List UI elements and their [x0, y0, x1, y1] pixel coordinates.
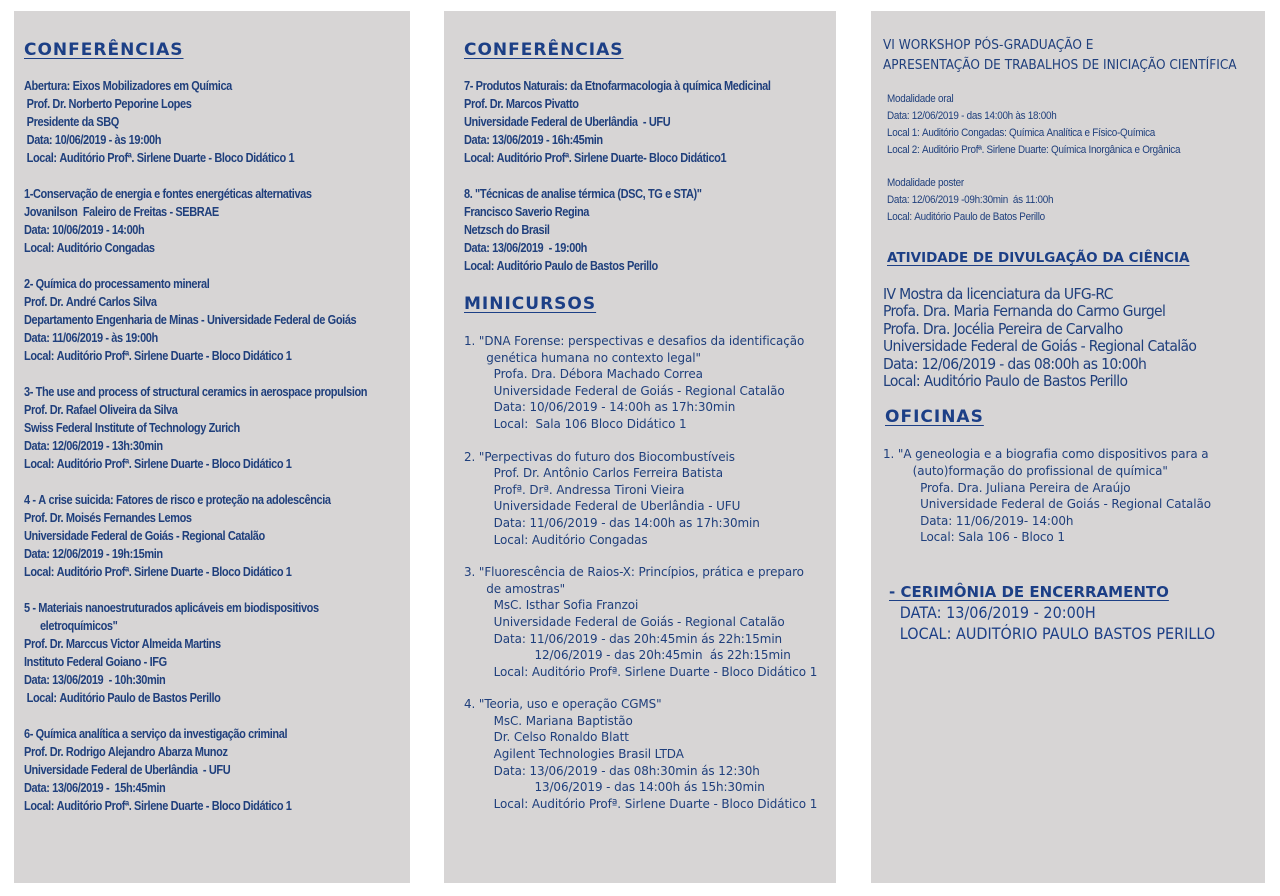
text-line: Data: 13/06/2019 - 16h:45min — [464, 133, 603, 147]
text-line: (auto)formação do profissional de química" — [883, 463, 1168, 479]
text-line: Local: Auditório Paulo de Bastos Perillo — [883, 372, 1128, 391]
panel-left — [14, 11, 410, 883]
encerramento-local: LOCAL: AUDITÓRIO PAULO BASTOS PERILLO — [899, 624, 1216, 643]
text-line: Universidade Federal de Goiás - Regional Catalão — [464, 613, 785, 629]
section-heading-divulgacao: ATIVIDADE DE DIVULGAÇÃO DA CIÊNCIA — [887, 250, 1190, 266]
text-line: Departamento Engenharia de Minas - Universidade Federal de Goiás — [24, 313, 357, 327]
text-line: 5 - Materiais nanoestruturados aplicáveis em biodispositivos — [24, 601, 319, 615]
text-line: 4. "Teoria, uso e operação CGMS" — [464, 696, 662, 712]
text-line: Prof. Dr. Rafael Oliveira da Silva — [24, 403, 178, 417]
text-line: MsC. Isthar Sofia Franzoi — [464, 597, 639, 613]
text-line: Abertura: Eixos Mobilizadores em Química — [24, 79, 232, 93]
workshop-title-line-1: VI WORKSHOP PÓS-GRADUAÇÃO E — [883, 37, 1094, 53]
text-line: 3. "Fluorescência de Raios-X: Princípios, prática e preparo — [464, 564, 804, 580]
text-line: Jovanilson Faleiro de Freitas - SEBRAE — [24, 205, 219, 219]
text-line: Profa. Dra. Jocélia Pereira de Carvalho — [883, 319, 1123, 338]
spacer — [24, 365, 402, 383]
text-line: Data: 11/06/2019 - das 20h:45min ás 22h:15min — [464, 630, 783, 646]
text-line: 2- Química do processamento mineral — [24, 277, 210, 291]
minicursos-list — [464, 333, 828, 812]
text-line: Prof. Dr. Rodrigo Alejandro Abarza Munoz — [24, 745, 228, 759]
text-line: Universidade Federal de Uberlândia - UFU — [464, 115, 671, 129]
text-line: Data: 12/06/2019 - das 08:00h as 10:00h — [883, 354, 1147, 373]
text-line: 1. "A geneologia e a biografia como dispositivos para a — [883, 446, 1209, 462]
spacer — [24, 581, 402, 599]
encerramento-heading: - CERIMÔNIA DE ENCERRAMENTO — [889, 583, 1169, 601]
text-line: Profa. Dra. Juliana Pereira de Araújo — [883, 479, 1131, 495]
text-line: Local: Auditório Paulo de Bastos Perillo — [24, 691, 221, 705]
section-heading-conferencias-2: CONFERÊNCIAS — [464, 40, 624, 60]
text-line: Prof. Dr. Moisés Fernandes Lemos — [24, 511, 192, 525]
text-line: Universidade Federal de Uberlândia - UFU — [464, 498, 741, 514]
text-line: Local: Sala 106 Bloco Didático 1 — [464, 415, 687, 431]
section-heading-oficinas: OFICINAS — [885, 407, 984, 428]
workshop-title-line-2: APRESENTAÇÃO DE TRABALHOS DE INICIAÇÃO CIENTÍFICA — [883, 57, 1237, 73]
conference-list-2 — [464, 77, 828, 275]
encerramento-data: DATA: 13/06/2019 - 20:00H — [899, 603, 1096, 622]
panel-middle — [444, 11, 836, 883]
text-line: de amostras" — [464, 580, 566, 596]
text-line: Universidade Federal de Goiás - Regional Catalão — [24, 529, 265, 543]
text-line: MsC. Mariana Baptistão — [464, 712, 633, 728]
text-line: Local: Auditório Profª. Sirlene Duarte - Bloco Didático 1 — [24, 349, 292, 363]
text-line: Swiss Federal Institute of Technology Zurich — [24, 421, 240, 435]
text-line: 6- Química analítica a serviço da investigação criminal — [24, 727, 288, 741]
text-line: 8. "Técnicas de analise térmica (DSC, TG e STA)" — [464, 187, 702, 201]
text-line: Local: Auditório Congadas — [464, 531, 648, 547]
spacer — [24, 257, 402, 275]
text-line: Local: Sala 106 - Bloco 1 — [883, 529, 1065, 545]
text-line: Profa. Dra. Maria Fernanda do Carmo Gurgel — [883, 302, 1166, 321]
text-line: Data: 11/06/2019 - às 19:00h — [24, 331, 158, 345]
text-line: Local: Auditório Profª. Sirlene Duarte - Bloco Didático 1 — [24, 565, 292, 579]
text-line: Universidade Federal de Goiás - Regional Catalão — [883, 337, 1197, 356]
text-line: Local 1: Auditório Congadas: Química Analítica e Físico-Química — [887, 127, 1156, 139]
text-line: Prof. Dr. Marccus Victor Almeida Martins — [24, 637, 221, 651]
spacer — [24, 473, 402, 491]
text-line: Prof. Dr. André Carlos Silva — [24, 295, 157, 309]
text-line: Data: 10/06/2019 - 14:00h as 17h:30min — [464, 399, 736, 415]
text-line: Local: Auditório Profª. Sirlene Duarte - Bloco Didático 1 — [464, 795, 818, 811]
spacer — [24, 167, 402, 185]
section-heading-minicursos: MINICURSOS — [464, 294, 597, 314]
text-line: Prof. Dr. Norberto Peporine Lopes — [24, 97, 192, 111]
text-line: Francisco Saverio Regina — [464, 205, 590, 219]
text-line: Universidade Federal de Uberlândia - UFU — [24, 763, 231, 777]
text-line: 1. "DNA Forense: perspectivas e desafios da identificação — [464, 333, 805, 348]
workshop-details — [883, 91, 1259, 226]
divulgacao-details — [883, 286, 1259, 390]
text-line: Data: 10/06/2019 - às 19:00h — [24, 133, 162, 147]
text-line: Profa. Dra. Débora Machado Correa — [464, 366, 703, 382]
text-line: Instituto Federal Goiano - IFG — [24, 655, 167, 669]
spacer — [464, 680, 828, 696]
text-line: Local: Auditório Congadas — [24, 241, 155, 255]
text-line: IV Mostra da licenciatura da UFG-RC — [883, 285, 1113, 303]
text-line: Data: 12/06/2019 - 13h:30min — [24, 439, 163, 453]
text-line: Local: Auditório Profª. Sirlene Duarte - Bloco Didático 1 — [464, 663, 818, 679]
panel-right — [871, 11, 1265, 883]
text-line: Netzsch do Brasil — [464, 223, 550, 237]
text-line: Data: 10/06/2019 - 14:00h — [24, 223, 145, 237]
text-line: Modalidade oral — [887, 93, 954, 105]
text-line: Data: 13/06/2019 - 10h:30min — [24, 673, 166, 687]
text-line: Data: 13/06/2019 - 19:00h — [464, 241, 588, 255]
text-line: eletroquímicos" — [24, 619, 118, 633]
text-line: 7- Produtos Naturais: da Etnofarmacologia à química Medicinal — [464, 79, 771, 93]
text-line: Data: 12/06/2019 - das 14:00h às 18:00h — [887, 110, 1057, 122]
text-line: Presidente da SBQ — [24, 115, 119, 129]
text-line: Profª. Drª. Andressa Tironi Vieira — [464, 481, 685, 497]
text-line: genética humana no contexto legal" — [464, 349, 701, 365]
text-line: Local: Auditório Profª. Sirlene Duarte - Bloco Didático 1 — [24, 151, 295, 165]
text-line: 4 - A crise suicida: Fatores de risco e proteção na adolescência — [24, 493, 331, 507]
spacer — [24, 707, 402, 725]
text-line: Local: Auditório Profª. Sirlene Duarte - Bloco Didático 1 — [24, 799, 292, 813]
oficinas-list — [883, 446, 1259, 546]
text-line: Local: Auditório Profª. Sirlene Duarte- Bloco Didático1 — [464, 151, 727, 165]
section-heading-conferencias: CONFERÊNCIAS — [24, 40, 184, 60]
text-line: Data: 12/06/2019 - 19h:15min — [24, 547, 163, 561]
text-line: Prof. Dr. Antônio Carlos Ferreira Batista — [464, 465, 723, 481]
text-line: Prof. Dr. Marcos Pivatto — [464, 97, 579, 111]
text-line: Local: Auditório Profª. Sirlene Duarte - Bloco Didático 1 — [24, 457, 292, 471]
text-line: Universidade Federal de Goiás - Regional Catalão — [464, 382, 785, 398]
text-line: Data: 13/06/2019 - das 08h:30min ás 12:30h — [464, 762, 760, 778]
text-line: Universidade Federal de Goiás - Regional Catalão — [883, 496, 1211, 512]
text-line: Agilent Technologies Brasil LTDA — [464, 746, 684, 762]
text-line: Local: Auditório Paulo de Batos Perillo — [887, 211, 1045, 223]
text-line: Dr. Celso Ronaldo Blatt — [464, 729, 629, 745]
text-line: Modalidade poster — [887, 177, 964, 189]
spacer — [464, 167, 828, 185]
text-line: 1-Conservação de energia e fontes energéticas alternativas — [24, 187, 312, 201]
text-line: 12/06/2019 - das 20h:45min ás 22h:15min — [464, 647, 791, 663]
spacer — [887, 159, 1259, 175]
text-line: Local 2: Auditório Profª. Sirlene Duarte: Química Inorgânica e Orgânica — [887, 144, 1181, 156]
text-line: Local: Auditório Paulo de Bastos Perillo — [464, 259, 658, 273]
text-line: Data: 11/06/2019- 14:00h — [883, 512, 1074, 528]
text-line: Data: 12/06/2019 -09h:30min ás 11:00h — [887, 194, 1054, 206]
spacer — [464, 548, 828, 564]
spacer — [464, 433, 828, 449]
text-line: 3- The use and process of structural ceramics in aerospace propulsion — [24, 385, 368, 399]
conference-list — [24, 77, 402, 815]
text-line: 13/06/2019 - das 14:00h ás 15h:30min — [464, 779, 765, 795]
text-line: Data: 13/06/2019 - 15h:45min — [24, 781, 166, 795]
text-line: 2. "Perpectivas do futuro dos Biocombustíveis — [464, 448, 735, 464]
text-line: Data: 11/06/2019 - das 14:00h as 17h:30min — [464, 514, 760, 530]
